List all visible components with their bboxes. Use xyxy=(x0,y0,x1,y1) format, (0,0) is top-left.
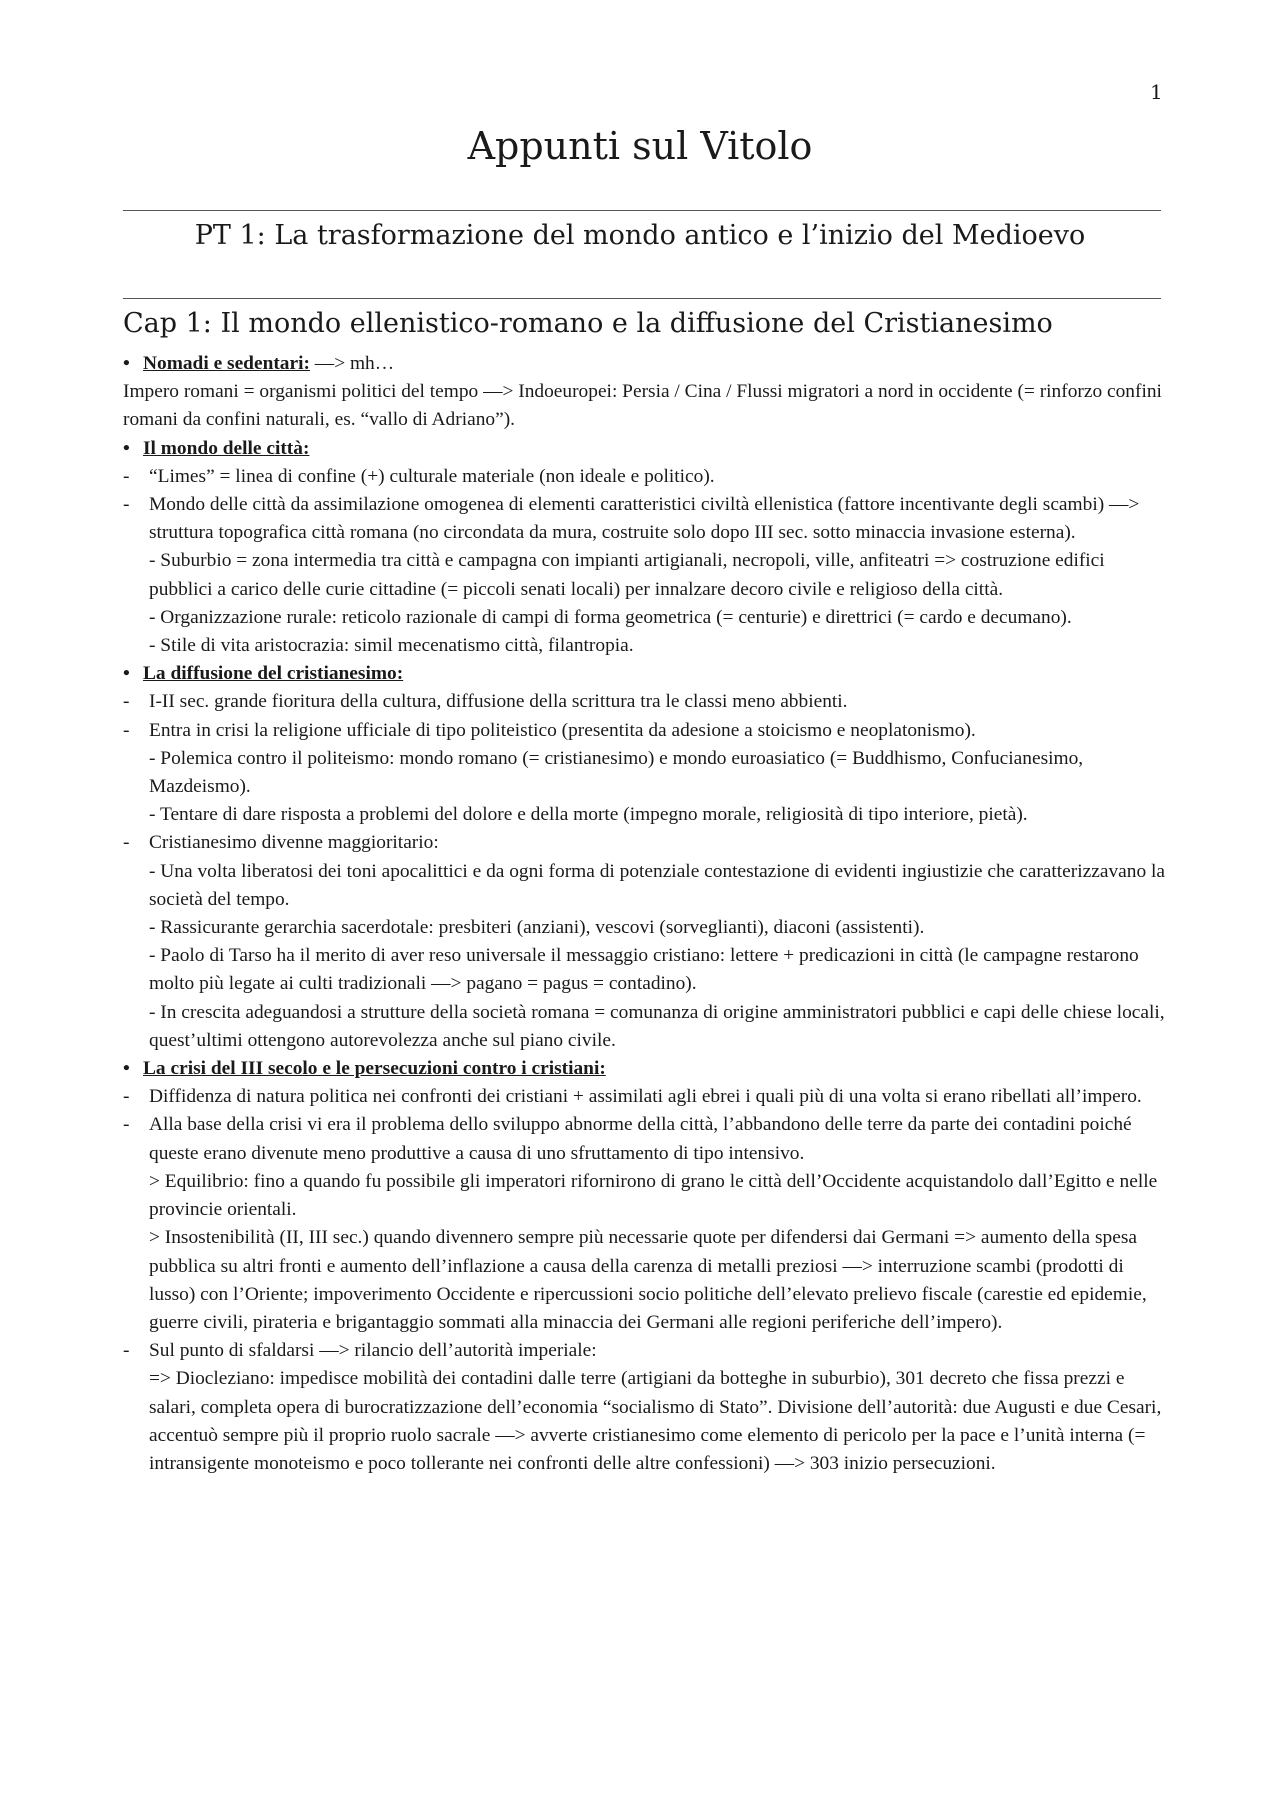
bullet-dot: • xyxy=(123,1058,130,1080)
item-text: Sul punto di sfaldarsi —> rilancio dell’autorità imperiale: xyxy=(149,1340,597,1362)
chapter-title: Cap 1: Il mondo ellenistico-romano e la diffusione del Cristianesimo xyxy=(123,308,1053,339)
sub-point: - Una volta liberatosi dei toni apocalittici e da ogni forma di potenziale contestazione di evidenti ingiustizie che caratterizzavano la società del tempo. xyxy=(149,860,1165,910)
dash-marker: - xyxy=(123,691,130,713)
heading-text: Il mondo delle città: xyxy=(143,437,310,459)
item-text: Alla base della crisi vi era il problema dello sviluppo abnorme della città, l’abbandono delle terre da parte dei contadini poiché queste erano divenute meno produttive a causa di uno sfruttamento di tipo intensivo. xyxy=(149,1114,1132,1164)
list-item xyxy=(123,1111,1165,1337)
sub-point: => Diocleziano: impedisce mobilità dei contadini dalle terre (artigiani da botteghe in suburbio), 301 decreto che fissa prezzi e salari, completa opera di burocratizzazione dell’economia “socialismo di Stato”. Divisione dell’autorità: due Augusti e due Cesari, accentuò sempre più il proprio ruolo sacrale —> avverte cristianesimo come elemento di pericolo per la pace e l’unità interna (= intransigente monoteismo e poco tollerante nei confronti delle altre confessioni) —> 303 inizio persecuzioni. xyxy=(149,1368,1162,1474)
section-heading xyxy=(123,1055,1165,1083)
dash-marker: - xyxy=(123,1340,130,1362)
item-text: Mondo delle città da assimilazione omogenea di elementi caratteristici civiltà ellenistica (fattore incentivante degli scambi) —> struttura topografica città romana (no circondata da mura, costruite solo dopo III sec. sotto minaccia invasione esterna). xyxy=(149,494,1140,544)
sub-point: - Stile di vita aristocrazia: simil mecenatismo città, filantropia. xyxy=(149,635,634,657)
dash-marker: - xyxy=(123,1114,130,1136)
divider-bottom xyxy=(123,298,1161,299)
document-title: Appunti sul Vitolo xyxy=(467,124,813,168)
dash-marker: - xyxy=(123,832,130,854)
sub-point: - Suburbio = zona intermedia tra città e campagna con impianti artigianali, necropoli, ville, anfiteatri => costruzione edifici pubblici a carico delle curie cittadine (= piccoli senati locali) per innalzare decoro civile e religioso della città. xyxy=(149,550,1105,600)
sub-point: - Tentare di dare risposta a problemi del dolore e della morte (impegno morale, religiosità di tipo interiore, pietà). xyxy=(149,804,1028,826)
heading-tail: —> mh… xyxy=(309,353,395,374)
heading-text: La diffusione del cristianesimo: xyxy=(143,663,404,685)
paragraph: Impero romani = organismi politici del tempo —> Indoeuropei: Persia / Cina / Flussi migratori a nord in occidente (= rinforzo confini romani da confini naturali, es. “vallo di Adriano”). xyxy=(123,381,1162,431)
list-item xyxy=(123,1083,1165,1111)
part-title: PT 1: La trasformazione del mondo antico e l’inizio del Medioevo xyxy=(194,220,1086,251)
list-item xyxy=(123,491,1165,660)
sub-point: - Organizzazione rurale: reticolo razionale di campi di forma geometrica (= centurie) e direttrici (= cardo e decumano). xyxy=(149,606,1072,628)
list-item xyxy=(123,717,1165,830)
bullet-dot: • xyxy=(123,663,130,685)
sub-point: > Insostenibilità (II, III sec.) quando divennero sempre più necessarie quote per difendersi dai Germani => aumento della spesa pubblica su altri fronti e aumento dell’inflazione a causa della carenza di metalli preziosi —> interruzione scambi (prodotti di lusso) con l’Oriente; impoverimento Occidente e ripercussioni socio politiche dell’elevato prelievo fiscale (carestie ed epidemie, guerre civili, pirateria e brigantaggio sommati alla minaccia dei Germani alle regioni periferiche dell’impero). xyxy=(149,1227,1147,1333)
item-text: Diffidenza di natura politica nei confronti dei cristiani + assimilati agli ebrei i quali più di una volta si erano ribellati all’impero. xyxy=(149,1086,1142,1108)
item-text: I-II sec. grande fioritura della cultura, diffusione della scrittura tra le classi meno abbienti. xyxy=(149,691,848,713)
list-item xyxy=(123,688,1165,716)
dash-marker: - xyxy=(123,1086,130,1108)
sub-point: > Equilibrio: fino a quando fu possibile gli imperatori rifornirono di grano le città dell’Occidente acquistandolo dall’Egitto e nelle provincie orientali. xyxy=(149,1170,1158,1221)
sub-point: - In crescita adeguandosi a strutture della società romana = comunanza di origine amministratori pubblici e capi delle chiese locali, quest’ultimi ottengono autorevolezza anche sul piano civile. xyxy=(149,1001,1165,1051)
bullet-dot: • xyxy=(123,437,130,459)
notes-body xyxy=(123,350,1165,1478)
heading-text: La crisi del III secolo e le persecuzioni contro i cristiani: xyxy=(143,1058,606,1080)
list-item xyxy=(123,1337,1165,1478)
item-text: Cristianesimo divenne maggioritario: xyxy=(149,832,439,854)
section-heading xyxy=(123,435,1165,463)
sub-point: - Polemica contro il politeismo: mondo romano (= cristianesimo) e mondo euroasiatico (= Buddhismo, Confucianesimo, Mazdeismo). xyxy=(149,747,1084,798)
item-text: “Limes” = linea di confine (+) culturale materiale (non ideale e politico). xyxy=(149,465,715,487)
section-heading xyxy=(123,660,1165,688)
dash-marker: - xyxy=(123,719,130,741)
section-heading xyxy=(123,350,1165,378)
list-item xyxy=(123,463,1165,491)
page-number: 1 xyxy=(1150,80,1163,104)
list-item xyxy=(123,829,1165,1055)
bullet-dot: • xyxy=(123,353,130,374)
dash-marker: - xyxy=(123,465,130,487)
dash-marker: - xyxy=(123,494,130,516)
sub-point: - Rassicurante gerarchia sacerdotale: presbiteri (anziani), vescovi (sorveglianti), diaconi (assistenti). xyxy=(149,917,925,939)
sub-point: - Paolo di Tarso ha il merito di aver reso universale il messaggio cristiano: lettere + predicazioni in città (le campagne restarono molto più legate ai culti tradizionali —> pagano = pagus = contadino). xyxy=(149,945,1139,995)
divider-top xyxy=(123,210,1161,211)
heading-text: Nomadi e sedentari: xyxy=(143,353,310,374)
item-text: Entra in crisi la religione ufficiale di tipo politeistico (presentita da adesione a stoicismo e neoplatonismo). xyxy=(149,719,976,741)
